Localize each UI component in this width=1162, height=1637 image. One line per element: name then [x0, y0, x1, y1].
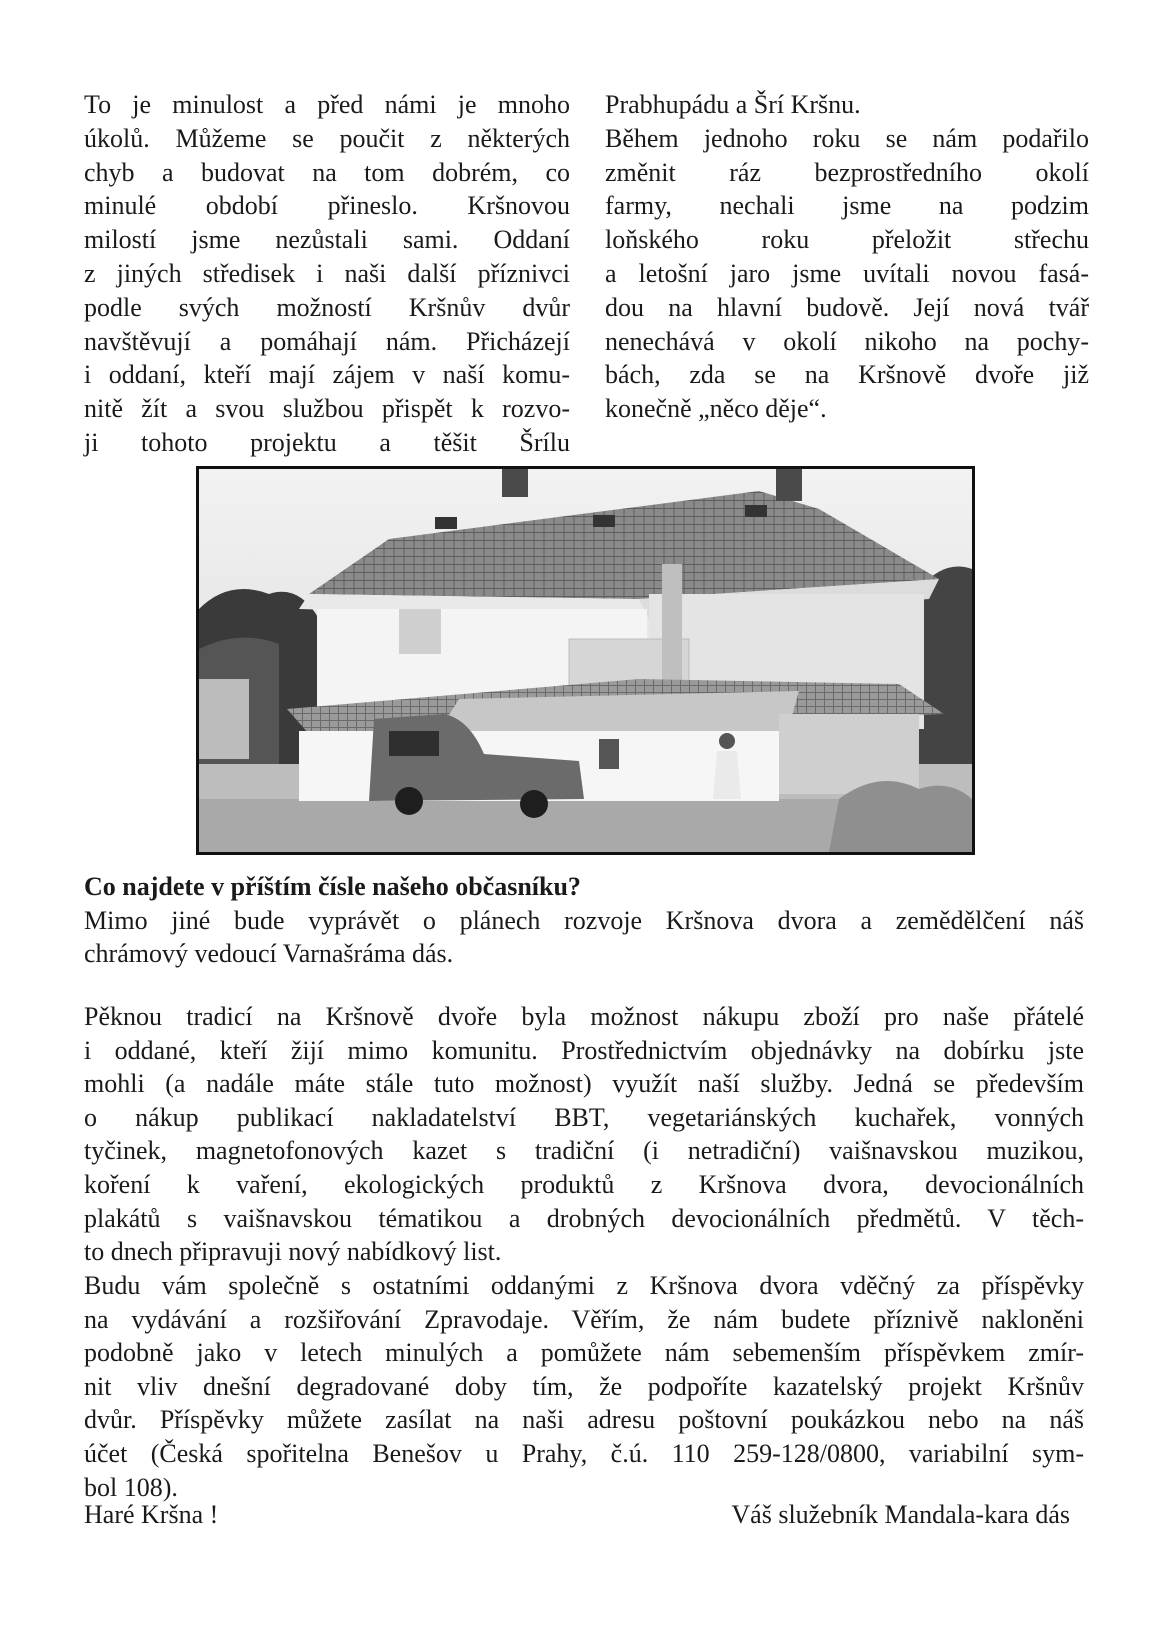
text-line: i oddané, kteří žijí mimo komunitu. Prostřednictvím objednávky na dobírku jste [84, 1035, 1084, 1065]
text-line: To je minulost a před námi je mnoho [84, 90, 570, 119]
text-line: bol 108). [84, 1472, 178, 1502]
text-line: nit vliv dnešní degradované doby tím, že podpoříte kazatelský projekt Kršnův [84, 1371, 1084, 1401]
text-line: bách, zda se na Kršnově dvoře již [605, 360, 1089, 390]
text-line: účet (Česká spořitelna Benešov u Prahy, č.ú. 110 259-128/0800, variabilní sym- [84, 1438, 1084, 1468]
text-line: milostí jsme nezůstali sami. Oddaní [84, 225, 570, 255]
text-line: Budu vám společně s ostatními oddanými z Kršnova dvora vděčný za příspěvky [84, 1271, 1084, 1300]
text-line: podle svých možností Kršnův dvůr [84, 292, 570, 322]
farm-building-illustration [199, 469, 972, 852]
text-line: chyb a budovat na tom dobrém, co [84, 157, 570, 187]
column-right [605, 88, 1089, 426]
text-line: úkolů. Můžeme se poučit z některých [84, 123, 570, 153]
text-line: tyčinek, magnetofonových kazet s tradiční (i netradiční) vaišnavskou muzikou, [84, 1136, 1084, 1166]
text-line: i oddaní, kteří mají zájem v naší komu- [84, 360, 570, 390]
text-line: dou na hlavní budově. Její nová tvář [605, 292, 1089, 322]
text-line: a letošní jaro jsme uvítali novou fasá- [605, 258, 1089, 288]
text-line: mohli (a nadále máte stále tuto možnost) využít naší služby. Jedná se především [84, 1069, 1084, 1099]
text-line: ji tohoto projektu a těšit Šrílu [84, 427, 570, 457]
text-line: Mimo jiné bude vyprávět o plánech rozvoje Kršnova dvora a zemědělčení náš [84, 905, 1084, 935]
shop-paragraph [84, 1000, 1084, 1269]
section-heading: Co najdete v příštím čísle našeho občasníku? [84, 872, 581, 901]
text-line: dvůr. Příspěvky můžete zasílat na naši adresu poštovní poukázkou nebo na náš [84, 1405, 1084, 1435]
signature: Váš služebník Mandala-kara dás [731, 1500, 1070, 1529]
text-line: nenechává v okolí nikoho na pochy- [605, 326, 1089, 356]
text-line: Pěknou tradicí na Kršnově dvoře byla možnost nákupu zboží pro naše přátelé [84, 1002, 1084, 1031]
text-line: to dnech připravuji nový nabídkový list. [84, 1237, 502, 1267]
text-line: plakátů s vaišnavskou tématikou a drobných devocionálních předmětů. V těch- [84, 1203, 1084, 1233]
next-issue-section [84, 870, 1084, 971]
text-line: Během jednoho roku se nám podařilo [605, 123, 1089, 153]
text-line: koření k vaření, ekologických produktů z Kršnova dvora, devocionálních [84, 1169, 1084, 1199]
column-left [84, 88, 570, 460]
text-line: na vydávání a rozšiřování Zpravodaje. Věřím, že nám budete příznivě nakloněni [84, 1304, 1084, 1334]
farm-building-photo [196, 466, 975, 855]
support-paragraph [84, 1269, 1084, 1504]
text-line: o nákup publikací nakladatelství BBT, vegetariánských kuchařek, vonných [84, 1102, 1084, 1132]
text-line: chrámový vedoucí Varnašráma dás. [84, 939, 454, 969]
closing-greeting: Haré Kršna ! [84, 1500, 219, 1529]
text-line: nitě žít a svou službou přispět k rozvo- [84, 394, 570, 424]
text-line: farmy, nechali jsme na podzim [605, 191, 1089, 221]
text-line: minulé období přineslo. Kršnovou [84, 191, 570, 221]
text-line: navštěvují a pomáhají nám. Přicházejí [84, 326, 570, 356]
text-line: loňského roku přeložit střechu [605, 225, 1089, 255]
text-line: konečně „něco děje“. [605, 394, 827, 424]
text-line: podobně jako v letech minulých a pomůžete nám sebemenším příspěvkem zmír- [84, 1338, 1084, 1368]
text-line: změnit ráz bezprostředního okolí [605, 157, 1089, 187]
text-line: Prabhupádu a Šrí Kršnu. [605, 90, 861, 119]
text-line: z jiných středisek i naši další příznivci [84, 258, 570, 288]
